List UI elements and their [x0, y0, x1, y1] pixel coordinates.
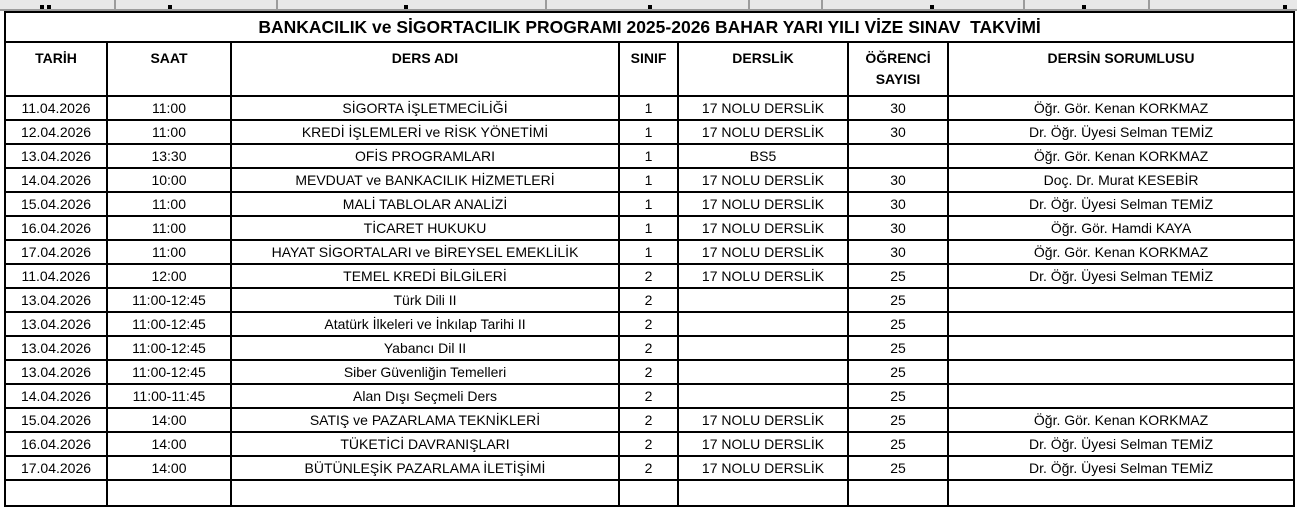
cell-date[interactable]: 11.04.2026 [5, 96, 107, 120]
cell-instructor[interactable]: Dr. Öğr. Üyesi Selman TEMİZ [948, 456, 1294, 480]
table-row [5, 408, 1294, 432]
cell-empty[interactable] [678, 480, 848, 506]
table-row [5, 144, 1294, 168]
cropped-text-artifact [404, 5, 408, 9]
cell-instructor[interactable]: Dr. Öğr. Üyesi Selman TEMİZ [948, 120, 1294, 144]
cell-classroom[interactable]: 17 NOLU DERSLİK [678, 432, 848, 456]
exam-table-body [5, 12, 1294, 506]
table-row [5, 192, 1294, 216]
cell-course-name[interactable]: Türk Dili II [231, 288, 619, 312]
table-row [5, 288, 1294, 312]
cell-instructor[interactable]: Dr. Öğr. Üyesi Selman TEMİZ [948, 192, 1294, 216]
cell-time[interactable]: 11:00 [107, 216, 231, 240]
cell-course-name[interactable]: TÜKETİCİ DAVRANIŞLARI [231, 432, 619, 456]
cell-course-name[interactable]: TİCARET HUKUKU [231, 216, 619, 240]
cell-time[interactable]: 11:00-12:45 [107, 288, 231, 312]
cell-class[interactable]: 1 [619, 168, 678, 192]
cell-course-name[interactable]: SATIŞ ve PAZARLAMA TEKNİKLERİ [231, 408, 619, 432]
cell-time[interactable]: 11:00-12:45 [107, 336, 231, 360]
cell-time[interactable]: 11:00-12:45 [107, 312, 231, 336]
cropped-text-artifact [648, 5, 652, 9]
cell-class[interactable]: 1 [619, 120, 678, 144]
cell-class[interactable]: 2 [619, 288, 678, 312]
cropped-row-gridline [1148, 0, 1150, 9]
cell-student-count[interactable]: 30 [848, 96, 948, 120]
cell-student-count[interactable]: 25 [848, 336, 948, 360]
col-header-tarih[interactable]: TARİH [5, 42, 107, 96]
cell-class[interactable]: 2 [619, 360, 678, 384]
cell-classroom[interactable] [678, 312, 848, 336]
cell-date[interactable]: 13.04.2026 [5, 312, 107, 336]
cell-student-count[interactable]: 30 [848, 120, 948, 144]
cell-classroom[interactable]: 17 NOLU DERSLİK [678, 168, 848, 192]
cell-instructor[interactable]: Doç. Dr. Murat KESEBİR [948, 168, 1294, 192]
cell-student-count[interactable]: 25 [848, 408, 948, 432]
cropped-text-artifact [930, 5, 934, 9]
cell-classroom[interactable]: 17 NOLU DERSLİK [678, 216, 848, 240]
cropped-text-artifact [168, 5, 172, 9]
table-row [5, 120, 1294, 144]
cell-date[interactable]: 16.04.2026 [5, 216, 107, 240]
cell-empty[interactable] [5, 480, 107, 506]
col-header-ogrenci-sayisi[interactable]: ÖĞRENCİ SAYISI [848, 42, 948, 96]
table-row [5, 312, 1294, 336]
cell-student-count[interactable]: 25 [848, 288, 948, 312]
cell-course-name[interactable]: Yabancı Dil II [231, 336, 619, 360]
cell-course-name[interactable]: MALİ TABLOLAR ANALİZİ [231, 192, 619, 216]
cell-classroom[interactable] [678, 288, 848, 312]
cell-time[interactable]: 10:00 [107, 168, 231, 192]
table-header-row [5, 42, 1294, 96]
cell-class[interactable]: 2 [619, 432, 678, 456]
cell-instructor[interactable] [948, 312, 1294, 336]
cell-date[interactable]: 13.04.2026 [5, 144, 107, 168]
cell-course-name[interactable]: OFİS PROGRAMLARI [231, 144, 619, 168]
cell-time[interactable]: 11:00 [107, 192, 231, 216]
cell-course-name[interactable]: HAYAT SİGORTALARI ve BİREYSEL EMEKLİLİK [231, 240, 619, 264]
cell-instructor[interactable]: Dr. Öğr. Üyesi Selman TEMİZ [948, 432, 1294, 456]
cell-class[interactable]: 1 [619, 144, 678, 168]
col-header-sinif[interactable]: SINIF [619, 42, 678, 96]
cell-class[interactable]: 2 [619, 408, 678, 432]
cell-empty[interactable] [948, 480, 1294, 506]
cell-instructor[interactable]: Öğr. Gör. Kenan KORKMAZ [948, 144, 1294, 168]
cropped-text-artifact [1283, 5, 1287, 9]
cropped-row-gridline [276, 0, 278, 9]
cell-date[interactable]: 17.04.2026 [5, 240, 107, 264]
cell-student-count[interactable]: 30 [848, 240, 948, 264]
cell-class[interactable]: 2 [619, 384, 678, 408]
table-row [5, 336, 1294, 360]
cell-instructor[interactable] [948, 288, 1294, 312]
cell-empty[interactable] [619, 480, 678, 506]
cell-student-count[interactable]: 25 [848, 456, 948, 480]
cell-date[interactable]: 13.04.2026 [5, 336, 107, 360]
cell-classroom[interactable]: 17 NOLU DERSLİK [678, 192, 848, 216]
cell-date[interactable]: 15.04.2026 [5, 192, 107, 216]
cell-class[interactable]: 1 [619, 96, 678, 120]
table-row [5, 96, 1294, 120]
cell-class[interactable]: 2 [619, 456, 678, 480]
cell-course-name[interactable]: SİGORTA İŞLETMECİLİĞİ [231, 96, 619, 120]
col-header-derslik[interactable]: DERSLİK [678, 42, 848, 96]
cell-class[interactable]: 1 [619, 216, 678, 240]
cropped-row-above [0, 0, 1297, 11]
cell-time[interactable]: 14:00 [107, 456, 231, 480]
cell-student-count[interactable]: 30 [848, 216, 948, 240]
table-row [5, 384, 1294, 408]
cell-instructor[interactable]: Öğr. Gör. Kenan KORKMAZ [948, 96, 1294, 120]
cell-course-name[interactable]: MEVDUAT ve BANKACILIK HİZMETLERİ [231, 168, 619, 192]
cropped-row-gridline [545, 0, 547, 9]
cell-course-name[interactable]: Siber Güvenliğin Temelleri [231, 360, 619, 384]
cell-student-count[interactable]: 25 [848, 432, 948, 456]
cell-time[interactable]: 11:00 [107, 96, 231, 120]
cell-student-count[interactable]: 25 [848, 384, 948, 408]
cell-student-count[interactable]: 30 [848, 168, 948, 192]
cell-course-name[interactable]: Atatürk İlkeleri ve İnkılap Tarihi II [231, 312, 619, 336]
cell-date[interactable]: 11.04.2026 [5, 264, 107, 288]
cell-date[interactable]: 16.04.2026 [5, 432, 107, 456]
cell-time[interactable]: 11:00 [107, 240, 231, 264]
cell-date[interactable]: 13.04.2026 [5, 288, 107, 312]
cell-class[interactable]: 2 [619, 312, 678, 336]
cropped-text-artifact [1082, 5, 1086, 9]
exam-schedule-table [4, 11, 1295, 507]
col-header-ders-adi[interactable]: DERS ADI [231, 42, 619, 96]
cell-empty[interactable] [848, 480, 948, 506]
cell-student-count[interactable]: 25 [848, 360, 948, 384]
cell-time[interactable]: 13:30 [107, 144, 231, 168]
cell-time[interactable]: 14:00 [107, 408, 231, 432]
cell-student-count[interactable]: 30 [848, 192, 948, 216]
cell-instructor[interactable] [948, 360, 1294, 384]
cell-classroom[interactable]: 17 NOLU DERSLİK [678, 96, 848, 120]
cell-time[interactable]: 11:00 [107, 120, 231, 144]
cell-student-count[interactable]: 25 [848, 312, 948, 336]
cell-date[interactable]: 12.04.2026 [5, 120, 107, 144]
cell-class[interactable]: 1 [619, 192, 678, 216]
cell-instructor[interactable]: Öğr. Gör. Hamdi KAYA [948, 216, 1294, 240]
cell-date[interactable]: 17.04.2026 [5, 456, 107, 480]
cell-classroom[interactable]: 17 NOLU DERSLİK [678, 120, 848, 144]
col-header-saat[interactable]: SAAT [107, 42, 231, 96]
cell-student-count[interactable] [848, 144, 948, 168]
cell-course-name[interactable]: TEMEL KREDİ BİLGİLERİ [231, 264, 619, 288]
cell-time[interactable]: 14:00 [107, 432, 231, 456]
cell-instructor[interactable] [948, 336, 1294, 360]
cell-class[interactable]: 2 [619, 264, 678, 288]
cell-course-name[interactable]: KREDİ İŞLEMLERİ ve RİSK YÖNETİMİ [231, 120, 619, 144]
cell-date[interactable]: 15.04.2026 [5, 408, 107, 432]
table-title-row [5, 12, 1294, 42]
cell-classroom[interactable]: 17 NOLU DERSLİK [678, 264, 848, 288]
cell-classroom[interactable]: 17 NOLU DERSLİK [678, 408, 848, 432]
table-row [5, 456, 1294, 480]
table-row [5, 216, 1294, 240]
cell-time[interactable]: 12:00 [107, 264, 231, 288]
cell-class[interactable]: 1 [619, 240, 678, 264]
cropped-text-artifact [40, 5, 44, 9]
cropped-row-gridline [748, 0, 750, 9]
table-row [5, 360, 1294, 384]
cropped-text-artifact [47, 5, 51, 9]
cell-classroom[interactable] [678, 360, 848, 384]
cell-instructor[interactable]: Öğr. Gör. Kenan KORKMAZ [948, 240, 1294, 264]
cropped-row-below [5, 480, 1294, 506]
cell-time[interactable]: 11:00-12:45 [107, 360, 231, 384]
cropped-row-gridline [114, 0, 116, 9]
cell-date[interactable]: 14.04.2026 [5, 384, 107, 408]
table-row [5, 264, 1294, 288]
cell-classroom[interactable] [678, 336, 848, 360]
cropped-row-gridline [1023, 0, 1025, 9]
page-title[interactable]: BANKACILIK ve SİGORTACILIK PROGRAMI 2025-2026 BAHAR YARI YILI VİZE SINAV TAKVİMİ [5, 12, 1294, 42]
cell-instructor[interactable] [948, 384, 1294, 408]
cell-class[interactable]: 2 [619, 336, 678, 360]
table-row [5, 168, 1294, 192]
cell-instructor[interactable]: Dr. Öğr. Üyesi Selman TEMİZ [948, 264, 1294, 288]
cell-classroom[interactable]: 17 NOLU DERSLİK [678, 456, 848, 480]
cell-classroom[interactable]: BS5 [678, 144, 848, 168]
cell-date[interactable]: 13.04.2026 [5, 360, 107, 384]
cropped-row-gridline [821, 0, 823, 9]
cell-course-name[interactable]: BÜTÜNLEŞİK PAZARLAMA İLETİŞİMİ [231, 456, 619, 480]
cell-classroom[interactable] [678, 384, 848, 408]
col-header-dersin-sorumlusu[interactable]: DERSİN SORUMLUSU [948, 42, 1294, 96]
cell-date[interactable]: 14.04.2026 [5, 168, 107, 192]
cell-course-name[interactable]: Alan Dışı Seçmeli Ders [231, 384, 619, 408]
table-row [5, 240, 1294, 264]
cell-classroom[interactable]: 17 NOLU DERSLİK [678, 240, 848, 264]
cell-time[interactable]: 11:00-11:45 [107, 384, 231, 408]
cell-empty[interactable] [231, 480, 619, 506]
cell-empty[interactable] [107, 480, 231, 506]
table-row [5, 432, 1294, 456]
cell-student-count[interactable]: 25 [848, 264, 948, 288]
cell-instructor[interactable]: Öğr. Gör. Kenan KORKMAZ [948, 408, 1294, 432]
